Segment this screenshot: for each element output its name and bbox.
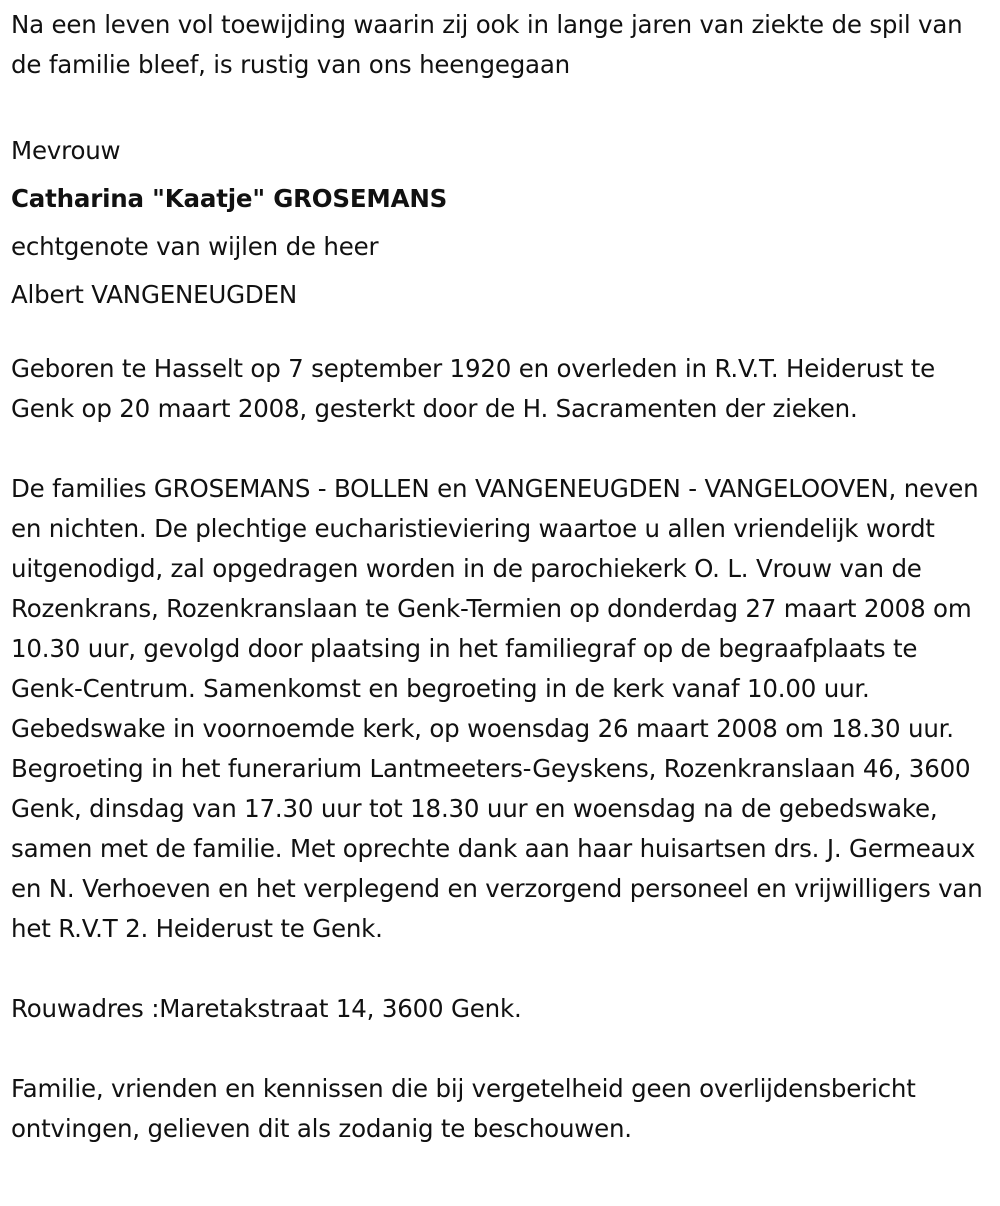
honorific: Mevrouw	[11, 136, 121, 165]
relation-text: echtgenote van wijlen de heer	[11, 232, 379, 261]
spouse-name: Albert VANGENEUGDEN	[11, 280, 298, 309]
spacer	[11, 319, 996, 349]
spacer	[11, 949, 996, 989]
spacer	[11, 85, 996, 125]
spacer	[11, 1029, 996, 1069]
closing-paragraph: Familie, vrienden en kennissen die bij vergetelheid geen overlijdensbericht ontvingen, gelieven dit als zodanig te beschouwen.	[11, 1074, 916, 1143]
mourning-address: Rouwadres :Maretakstraat 14, 3600 Genk.	[11, 994, 522, 1023]
spacer	[11, 429, 996, 469]
ceremony-paragraph: De families GROSEMANS - BOLLEN en VANGENEUGDEN - VANGELOOVEN, neven en nichten. De plechtige eucharistieviering waartoe u allen vriendelijk wordt uitgenodigd, zal opgedragen worden in de parochiekerk O. L. Vrouw van de Rozenkrans, Rozenkranslaan te Genk-Termien op donderdag 27 maart 2008 om 10.30 uur, gevolgd door plaatsing in het familiegraf op de begraafplaats te Genk-Centrum. Samenkomst en begroeting in de kerk vanaf 10.00 uur. Gebedswake in voornoemde kerk, op woensdag 26 maart 2008 om 18.30 uur. Begroeting in het funerarium Lantmeeters-Geyskens, Rozenkranslaan 46, 3600 Genk, dinsdag van 17.30 uur tot 18.30 uur en woensdag na de gebedswake, samen met de familie. Met oprechte dank aan haar huisartsen drs. J. Germeaux en N. Verhoeven en het verplegend en verzorgend personeel en vrijwilligers van het R.V.T 2. Heiderust te Genk.	[11, 474, 983, 943]
deceased-name: Catharina "Kaatje" GROSEMANS	[11, 184, 448, 213]
birth-death-paragraph: Geboren te Hasselt op 7 september 1920 en overleden in R.V.T. Heiderust te Genk op 20 maart 2008, gesterkt door de H. Sacramenten der zieken.	[11, 354, 935, 423]
obituary-notice	[11, 0, 996, 1149]
intro-paragraph: Na een leven vol toewijding waarin zij ook in lange jaren van ziekte de spil van de familie bleef, is rustig van ons heengegaan	[11, 10, 963, 79]
